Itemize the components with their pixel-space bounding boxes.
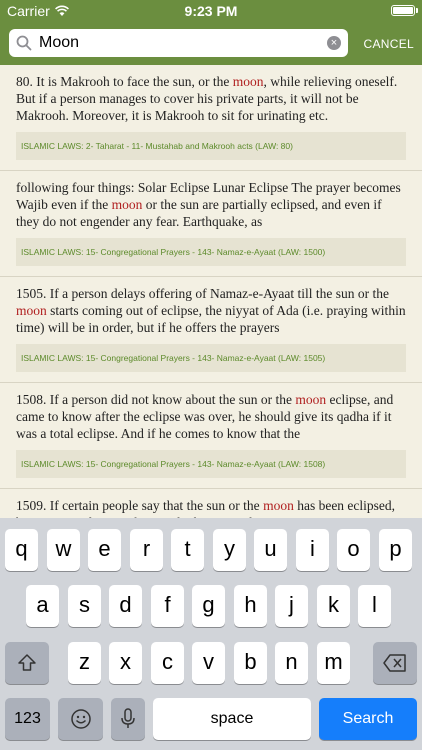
result-text: 80. It is Makrooh to face the sun, or the moon, while relieving oneself. But if a person manages to cover his private parts, it will not be Makrooh. Moreover, it is Makrooh to sit for urinating etc. — [16, 74, 398, 123]
result-item[interactable] — [0, 383, 422, 489]
key-a[interactable]: a — [26, 585, 59, 627]
key-j[interactable]: j — [275, 585, 308, 627]
emoji-key[interactable] — [58, 698, 103, 740]
keyboard — [0, 518, 422, 750]
clear-icon[interactable]: × — [327, 36, 341, 50]
key-f[interactable]: f — [151, 585, 184, 627]
key-e[interactable]: e — [88, 529, 121, 571]
key-h[interactable]: h — [234, 585, 267, 627]
search-icon — [16, 35, 32, 51]
key-m[interactable]: m — [317, 642, 350, 684]
result-text: 1508. If a person did not know about the sun or the moon eclipse, and came to know after the eclipse was over, he should give its qadha if it was a total eclipse. And if he comes to know that the — [16, 392, 394, 441]
key-r[interactable]: r — [130, 529, 163, 571]
search-query[interactable]: Moon — [39, 34, 80, 51]
key-i[interactable]: i — [296, 529, 329, 571]
search-header — [0, 0, 422, 65]
result-reference: ISLAMIC LAWS: 15- Congregational Prayers - 143- Namaz-e-Ayaat (LAW: 1505) — [16, 344, 406, 372]
status-time: 9:23 PM — [184, 3, 238, 19]
emoji-icon — [70, 708, 92, 730]
result-text: 1509. If certain people say that the sun or the moon has been eclipsed, — [16, 498, 396, 513]
result-item[interactable] — [0, 171, 422, 277]
result-text: 1505. If a person delays offering of Namaz-e-Ayaat till the sun or the moon starts coming out of eclipse, the niyyat of Ada (i.e. praying within time) will be in order, but if he offers the prayers — [16, 286, 406, 335]
shift-key[interactable] — [5, 642, 49, 684]
key-n[interactable]: n — [275, 642, 308, 684]
key-d[interactable]: d — [109, 585, 142, 627]
key-l[interactable]: l — [358, 585, 391, 627]
key-z[interactable]: z — [68, 642, 101, 684]
battery-icon — [391, 5, 415, 16]
key-o[interactable]: o — [337, 529, 370, 571]
space-key[interactable]: space — [153, 698, 311, 740]
delete-key[interactable] — [373, 642, 417, 684]
result-text: following four things: Solar Eclipse Lunar Eclipse The prayer becomes Wajib even if the moon or the sun are partially eclipsed, and even if they do not engender any fear. Earthquake, as — [16, 180, 401, 229]
result-reference: ISLAMIC LAWS: 2- Taharat - 11- Mustahab and Makrooh acts (LAW: 80) — [16, 132, 406, 160]
key-p[interactable]: p — [379, 529, 412, 571]
key-y[interactable]: y — [213, 529, 246, 571]
search-input[interactable] — [9, 29, 348, 57]
results-list[interactable] — [0, 65, 422, 518]
key-x[interactable]: x — [109, 642, 142, 684]
cancel-button[interactable]: CANCEL — [363, 37, 414, 51]
status-bar — [0, 0, 422, 22]
result-item[interactable] — [0, 65, 422, 171]
result-reference: ISLAMIC LAWS: 15- Congregational Prayers - 143- Namaz-e-Ayaat (LAW: 1500) — [16, 238, 406, 266]
key-k[interactable]: k — [317, 585, 350, 627]
result-reference: ISLAMIC LAWS: 15- Congregational Prayers - 143- Namaz-e-Ayaat (LAW: 1508) — [16, 450, 406, 478]
key-c[interactable]: c — [151, 642, 184, 684]
microphone-icon — [120, 707, 136, 731]
result-item[interactable] — [0, 277, 422, 383]
backspace-icon — [383, 654, 407, 672]
key-w[interactable]: w — [47, 529, 80, 571]
key-t[interactable]: t — [171, 529, 204, 571]
search-key[interactable]: Search — [319, 698, 417, 740]
carrier-label: Carrier — [7, 3, 50, 19]
key-q[interactable]: q — [5, 529, 38, 571]
key-s[interactable]: s — [68, 585, 101, 627]
dictation-key[interactable] — [111, 698, 145, 740]
key-u[interactable]: u — [254, 529, 287, 571]
key-b[interactable]: b — [234, 642, 267, 684]
shift-icon — [17, 653, 37, 673]
key-g[interactable]: g — [192, 585, 225, 627]
numbers-key[interactable]: 123 — [5, 698, 50, 740]
key-v[interactable]: v — [192, 642, 225, 684]
